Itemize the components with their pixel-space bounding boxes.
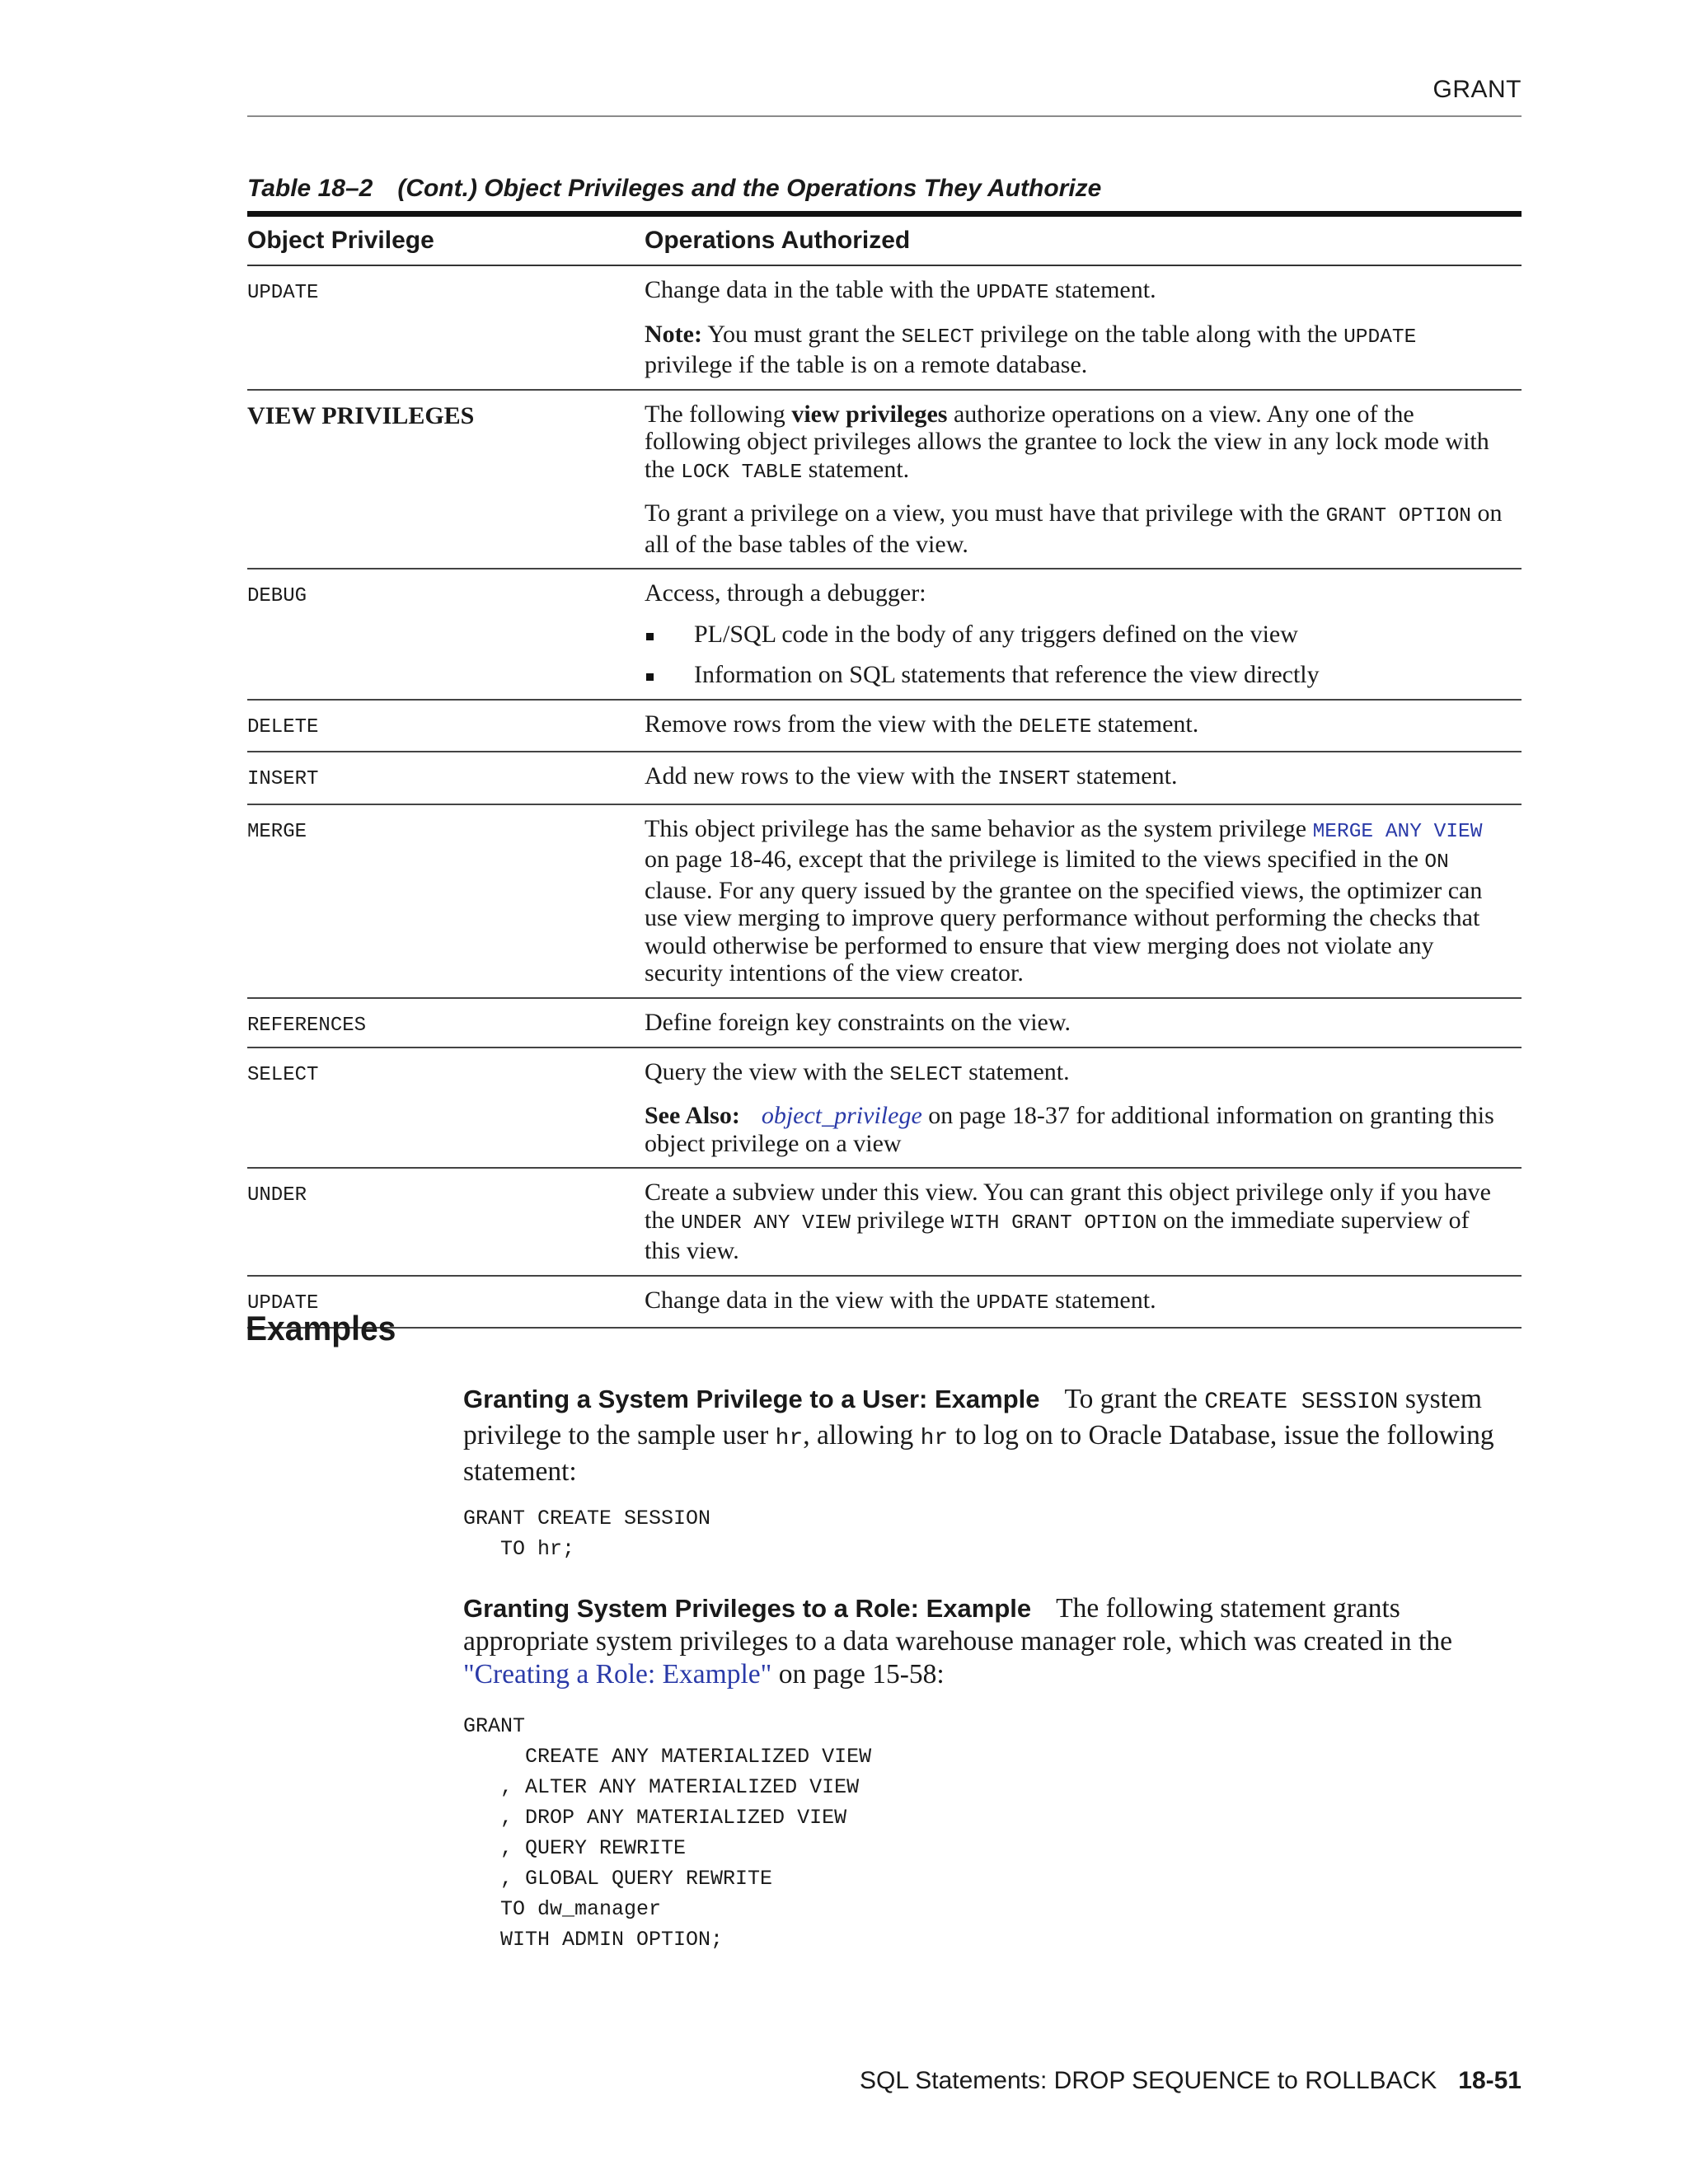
table-row-merge — [247, 805, 1522, 999]
merge-any-view-link[interactable]: MERGE ANY VIEW — [1312, 820, 1483, 843]
example-1-paragraph: Granting a System Privilege to a User: Example To grant the CREATE SESSION system privilege to the sample user hr, allowing hr to log on to Oracle Database, issue the following statement: — [463, 1384, 1494, 1487]
example-1-code: GRANT CREATE SESSION TO hr; — [463, 1507, 711, 1561]
operation-text: Create a subview under this view. You can grant this object privilege only if you have the UNDER ANY VIEW privilege WITH GRANT OPTION on the immediate superview of this view. — [645, 1179, 1491, 1264]
col-header-operations-authorized: Operations Authorized — [645, 227, 911, 254]
bullet-square-icon — [646, 633, 654, 640]
table-caption-title: (Cont.) Object Privileges and the Operations They Authorize — [397, 175, 1102, 202]
section-label: VIEW PRIVILEGES — [247, 401, 475, 429]
operations-cell — [645, 1009, 1522, 1037]
operations-cell — [645, 579, 1522, 689]
privileges-table — [247, 211, 1522, 1329]
table-row-view-privileges — [247, 391, 1522, 570]
operations-cell — [645, 815, 1522, 987]
bullet-list — [645, 621, 1505, 689]
operations-cell — [645, 710, 1522, 742]
bullet-square-icon — [646, 673, 654, 681]
table-top-rule — [247, 211, 1522, 217]
operations-cell — [645, 1286, 1522, 1318]
creating-a-role-link[interactable]: "Creating a Role: Example" — [463, 1659, 772, 1690]
note-text: Note: You must grant the SELECT privilege on the table along with the UPDATE privilege if the table is on a remote database. — [645, 320, 1417, 378]
operation-text: Query the view with the SELECT statement. — [645, 1057, 1070, 1086]
operation-text: Change data in the table with the UPDATE statement. — [645, 276, 1156, 304]
table-row-references — [247, 999, 1522, 1048]
col-header-object-privilege: Object Privilege — [247, 227, 434, 254]
table-row-update-view — [247, 1277, 1522, 1329]
table-row-update-table — [247, 266, 1522, 391]
privilege-name: MERGE — [247, 820, 307, 843]
operation-text: Define foreign key constraints on the view. — [645, 1008, 1071, 1036]
see-also-text: See Also: object_privilege on page 18-37 for additional information on granting this object privilege on a view — [645, 1102, 1494, 1157]
table-row-delete — [247, 701, 1522, 753]
operation-text: To grant a privilege on a view, you must have that privilege with the GRANT OPTION on all of the base tables of the view. — [645, 499, 1503, 558]
privilege-name: DEBUG — [247, 585, 307, 607]
privilege-name: UNDER — [247, 1184, 307, 1207]
example-1-title: Granting a System Privilege to a User: Example — [463, 1385, 1040, 1413]
list-item: PL/SQL code in the body of any triggers defined on the view — [645, 621, 1505, 649]
operation-text: The following view privileges authorize operations on a view. Any one of the following object privileges allows the grantee to lock the view in any lock mode with the LOCK TABLE statement. — [645, 400, 1489, 484]
operation-text: Add new rows to the view with the INSERT statement. — [645, 762, 1178, 790]
table-row-insert — [247, 752, 1522, 805]
list-item: Information on SQL statements that reference the view directly — [645, 661, 1505, 689]
page-number: 18-51 — [1458, 2067, 1522, 2094]
operations-cell — [645, 276, 1522, 379]
operation-text: This object privilege has the same behavior as the system privilege MERGE ANY VIEW on page 18-46, except that the privilege is limited to the views specified in the ON clause. For any query issued by the grantee on the specified views, the optimizer can use view merging to improve query performance without performing the checks that would otherwise be performed to ensure that view merging does not violate any security intentions of the view creator. — [645, 814, 1483, 987]
operation-text: Remove rows from the view with the DELETE statement. — [645, 710, 1199, 738]
examples-heading: Examples — [246, 1309, 396, 1347]
running-head: GRANT — [1432, 76, 1522, 103]
operations-cell — [645, 401, 1522, 559]
privilege-name: SELECT — [247, 1063, 319, 1086]
operation-text: Access, through a debugger: — [645, 579, 926, 607]
header-rule — [247, 115, 1522, 117]
privilege-name: UPDATE — [247, 1291, 319, 1315]
table-header-row — [247, 217, 1522, 266]
table-caption-number: Table 18–2 — [247, 175, 373, 202]
operations-cell — [645, 1058, 1522, 1158]
table-row-under — [247, 1169, 1522, 1277]
table-row-debug — [247, 569, 1522, 701]
privilege-name: INSERT — [247, 768, 319, 790]
table-caption — [247, 175, 1101, 203]
table-row-select — [247, 1048, 1522, 1169]
page-footer — [247, 2067, 1522, 2095]
privilege-name: DELETE — [247, 715, 319, 738]
example-2-code: GRANT CREATE ANY MATERIALIZED VIEW , ALTER ANY MATERIALIZED VIEW , DROP ANY MATERIALIZED VIEW , QUERY REWRITE , GLOBAL QUERY REWRITE TO dw_manager WITH ADMIN OPTION; — [463, 1714, 872, 1952]
operations-cell — [645, 1179, 1522, 1265]
privilege-name: UPDATE — [247, 282, 319, 304]
operation-text: Change data in the view with the UPDATE statement. — [645, 1286, 1156, 1315]
object-privilege-link[interactable]: object_privilege — [761, 1102, 922, 1129]
example-2-paragraph: Granting System Privileges to a Role: Example The following statement grants appropriate system privileges to a data warehouse manager role, which was created in the "Creating a Role: Example" on page 15-58: — [463, 1593, 1452, 1690]
operations-cell — [645, 762, 1522, 794]
example-2-title: Granting System Privileges to a Role: Example — [463, 1594, 1032, 1623]
footer-title: SQL Statements: DROP SEQUENCE to ROLLBACK — [860, 2067, 1437, 2094]
privilege-name: REFERENCES — [247, 1014, 367, 1037]
